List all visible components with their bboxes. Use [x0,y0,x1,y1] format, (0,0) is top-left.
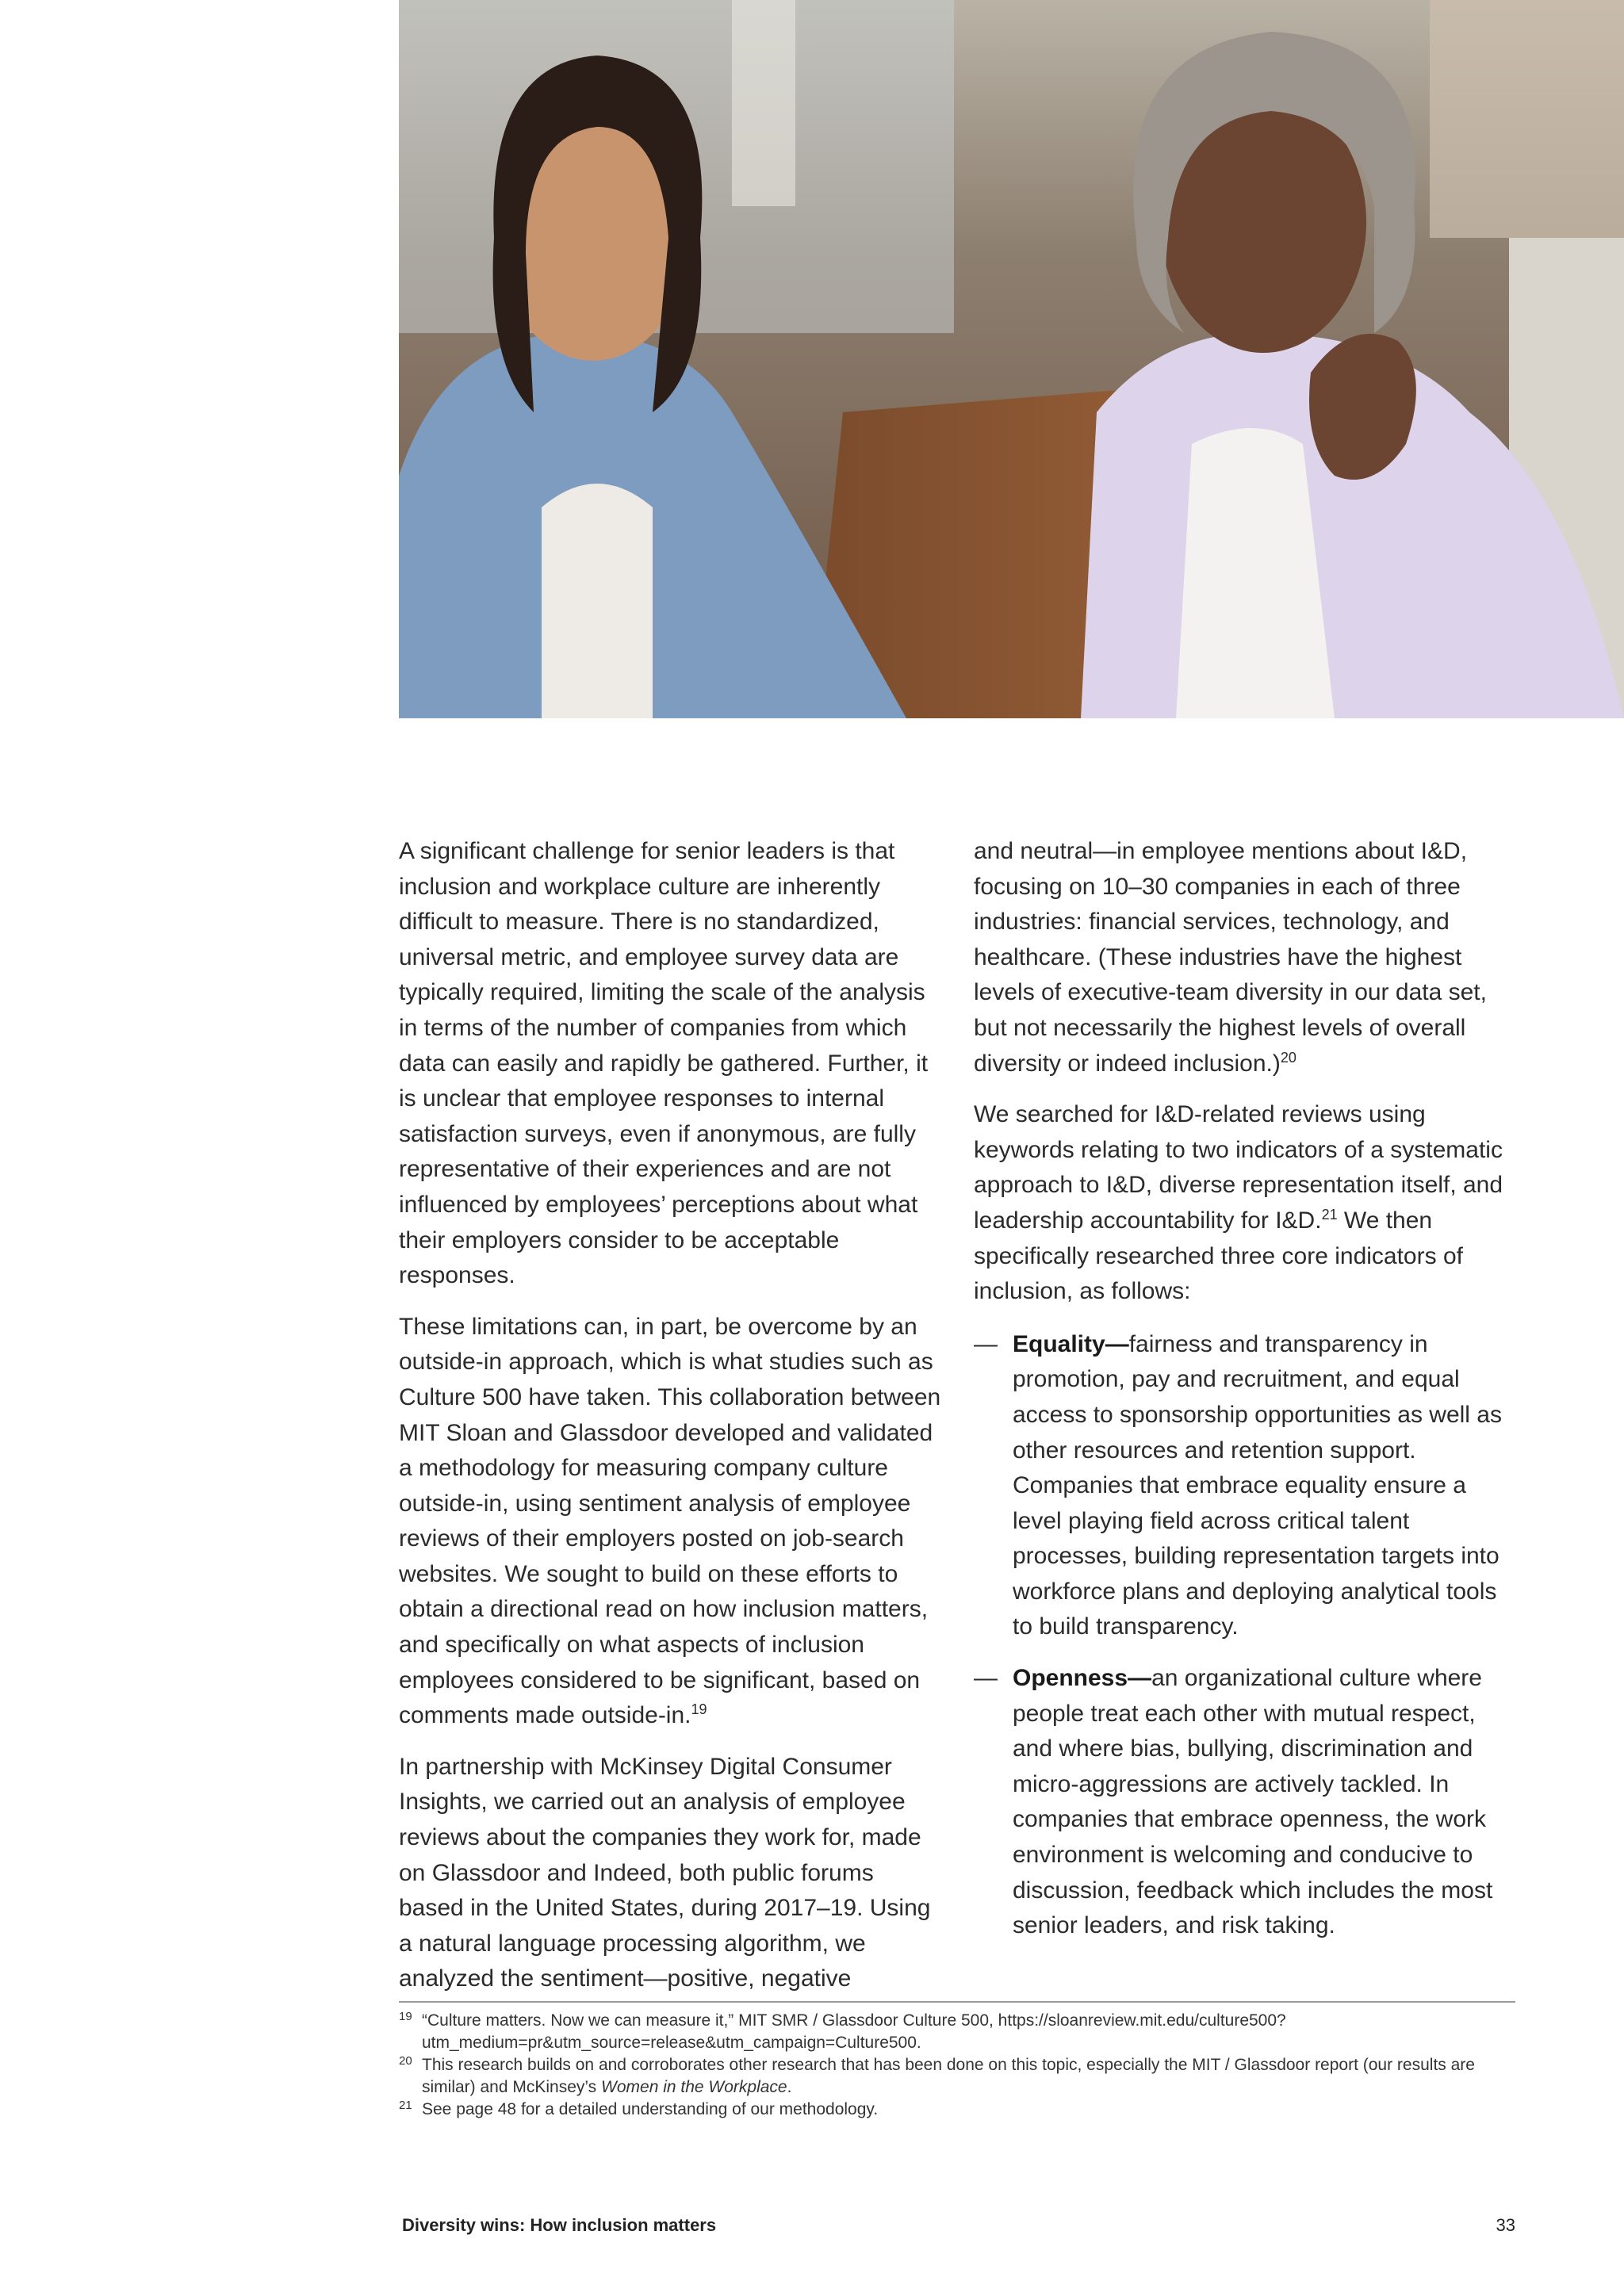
footnote-divider [399,2001,1515,2003]
right-column [974,834,1518,1960]
paragraph-outside-in-text: These limitations can, in part, be overcome by an outside-in approach, which is what studies such as Culture 500 have taken. This collaboration between MIT Sloan and Glassdoor developed and validated a methodology for measuring company culture outside-in, using sentiment analysis of employee reviews of their employers posted on job-search websites. We sought to build on these efforts to obtain a directional read on how inclusion matters, and specifically on what aspects of inclusion employees considered to be significant, based on comments made outside-in. [399,1313,941,1729]
bullet-dash: — [974,1665,998,1692]
footnote-text-b: . [787,2078,792,2096]
paragraph-search-keywords [974,1097,1518,1310]
footnote-number: 19 [399,2010,412,2023]
inclusion-indicators-list [974,1327,1518,1944]
paragraph-search-text-a: We searched for I&D-related reviews using keywords relating to two indicators of a systematic approach to I&D, diverse representation itself, and leadership accountability for I&D. [974,1101,1503,1234]
bullet-term-equality: Equality— [1013,1330,1129,1357]
paragraph-industries-text: and neutral—in employee mentions about I&D, focusing on 10–30 companies in each of three industries: financial services, technology, and healthcare. (These industries have the highest levels of executive-team diversity in our data set, but not necessarily the highest levels of overall diversity or indeed inclusion.) [974,838,1487,1077]
hero-photo [399,0,1624,718]
footnote-20 [399,2054,1515,2099]
footnote-ref-19[interactable]: 19 [691,1701,707,1718]
left-column [399,834,943,2013]
photo-two-women-talking-icon [399,0,1624,718]
list-item-openness [974,1661,1518,1944]
paragraph-search-text-b: We then specifically researched three core indicators of inclusion, as follows: [974,1207,1463,1305]
footnote-italic-title: Women in the Workplace [601,2078,787,2096]
paragraph-measurement-challenge: A significant challenge for senior leaders is that inclusion and workplace culture are inherently difficult to measure. There is no standardized, universal metric, and employee survey data are typically required, limiting the scale of the analysis in terms of the number of companies from which data can easily and rapidly be gathered. Further, it is unclear that employee responses to internal satisfaction surveys, even if anonymous, are fully representative of their experiences and are not influenced by employees’ perceptions about what their employers consider to be acceptable responses. [399,838,929,1289]
bullet-text-openness: an organizational culture where people treat each other with mutual respect, and where bias, bullying, discrimination and micro-aggressions are actively tackled. In companies that embrace openness, the work environment is welcoming and conducive to discussion, feedback which includes the most senior leaders, and risk taking. [1013,1665,1493,1939]
footnote-text: “Culture matters. Now we can measure it,” MIT SMR / Glassdoor Culture 500, https://sloanreview.mit.edu/culture500?utm_medium=pr&utm_source=release&utm_campaign=Culture500. [422,2011,1286,2052]
paragraph-outside-in-approach [399,1310,943,1734]
footnote-ref-21[interactable]: 21 [1321,1206,1338,1223]
page-number: 33 [1496,2215,1515,2235]
footnotes [399,2010,1515,2121]
bullet-term-openness: Openness— [1013,1665,1152,1692]
footnote-number: 21 [399,2099,412,2112]
footnote-19 [399,2010,1515,2054]
bullet-text-equality: fairness and transparency in promotion, pay and recruitment, and equal access to sponsorship opportunities as well as other resources and retention support. Companies that embrace equality ensure a level playing field across critical talent processes, building representation targets into workforce plans and deploying analytical tools to build transparency. [1013,1330,1502,1640]
list-item-equality [974,1327,1518,1645]
footnote-21 [399,2099,1515,2121]
footnote-ref-20[interactable]: 20 [1280,1049,1297,1066]
footnote-text-a: This research builds on and corroborates other research that has been done on this topic, especially the MIT / Glassdoor report (our results are similar) and McKinsey’s [422,2056,1475,2096]
bullet-dash: — [974,1330,998,1357]
footnote-number: 20 [399,2054,412,2068]
footer-report-title: Diversity wins: How inclusion matters [402,2215,717,2235]
paragraph-industries [974,834,1518,1081]
footnote-text: See page 48 for a detailed understanding of our methodology. [422,2100,879,2118]
paragraph-partnership: In partnership with McKinsey Digital Consumer Insights, we carried out an analysis of employee reviews about the companies they work for, made on Glassdoor and Indeed, both public forums based in the United States, during 2017–19. Using a natural language processing algorithm, we analyzed the sentiment—positive, negative [399,1753,931,1992]
